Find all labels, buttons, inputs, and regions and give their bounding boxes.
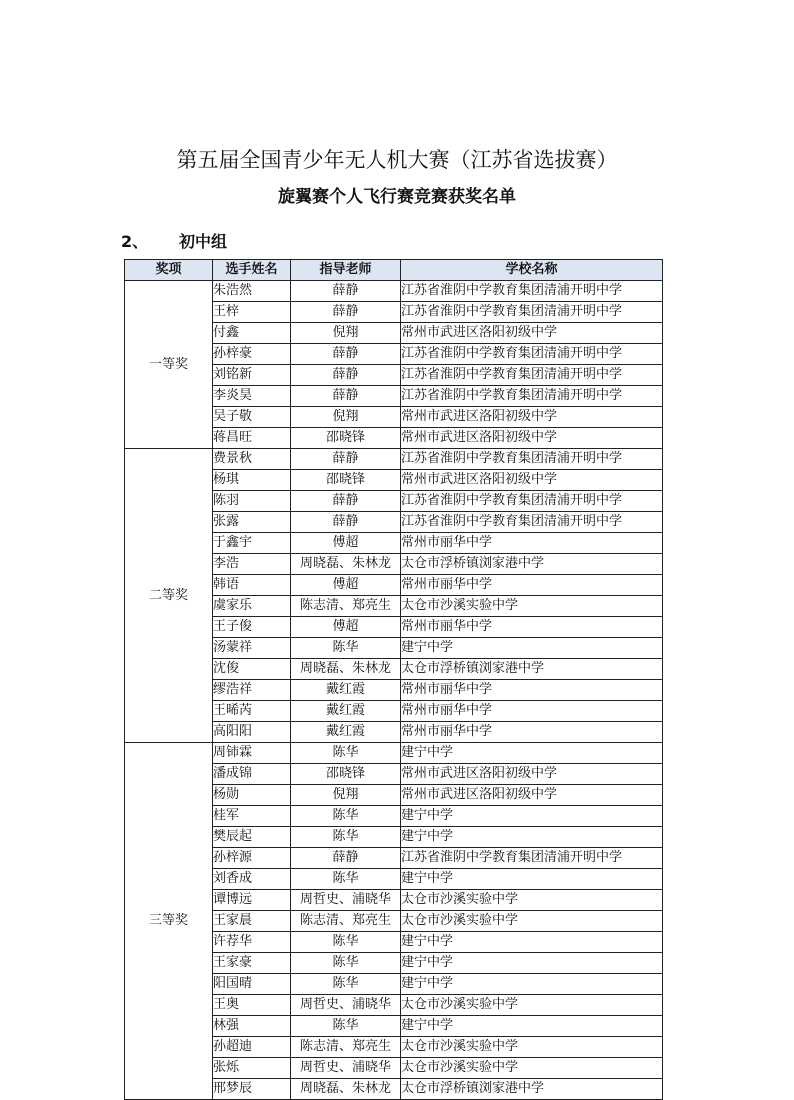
player-name-cell: 王晞芮 [213,701,291,722]
player-name-cell: 潘成锦 [213,764,291,785]
player-name-cell: 陈羽 [213,491,291,512]
school-cell: 太仓市沙溪实验中学 [401,911,663,932]
school-cell: 常州市武进区洛阳初级中学 [401,470,663,491]
school-cell: 建宁中学 [401,743,663,764]
player-name-cell: 樊辰起 [213,827,291,848]
player-name-cell: 韩语 [213,575,291,596]
player-name-cell: 许荐华 [213,932,291,953]
player-name-cell: 付鑫 [213,323,291,344]
teacher-cell: 倪翔 [291,323,401,344]
school-cell: 建宁中学 [401,638,663,659]
school-cell: 建宁中学 [401,932,663,953]
player-name-cell: 刘铭新 [213,365,291,386]
player-name-cell: 于鑫宇 [213,533,291,554]
school-cell: 常州市丽华中学 [401,722,663,743]
school-cell: 江苏省淮阴中学教育集团清浦开明中学 [401,449,663,470]
teacher-cell: 戴红霞 [291,722,401,743]
school-cell: 太仓市沙溪实验中学 [401,890,663,911]
school-cell: 江苏省淮阴中学教育集团清浦开明中学 [401,386,663,407]
school-cell: 常州市武进区洛阳初级中学 [401,428,663,449]
document-title: 第五届全国青少年无人机大赛（江苏省选拔赛） [176,148,618,172]
header-teacher: 指导老师 [291,260,401,281]
player-name-cell: 缪浩祥 [213,680,291,701]
school-cell: 建宁中学 [401,1016,663,1037]
player-name-cell: 王家豪 [213,953,291,974]
player-name-cell: 虞家乐 [213,596,291,617]
teacher-cell: 陈华 [291,743,401,764]
teacher-cell: 邵晓锋 [291,470,401,491]
school-cell: 建宁中学 [401,806,663,827]
player-name-cell: 李浩 [213,554,291,575]
school-cell: 太仓市浮桥镇浏家港中学 [401,659,663,680]
teacher-cell: 周哲史、浦晓华 [291,995,401,1016]
school-cell: 建宁中学 [401,953,663,974]
section-label: 初中组 [179,232,228,251]
teacher-cell: 傅超 [291,617,401,638]
teacher-cell: 陈华 [291,932,401,953]
document-subtitle: 旋翼赛个人飞行赛竞赛获奖名单 [278,187,516,207]
player-name-cell: 杨琪 [213,470,291,491]
school-cell: 江苏省淮阴中学教育集团清浦开明中学 [401,344,663,365]
teacher-cell: 陈志清、郑亮生 [291,596,401,617]
player-name-cell: 高阳阳 [213,722,291,743]
award-level-cell: 一等奖 [125,281,213,449]
school-cell: 常州市武进区洛阳初级中学 [401,785,663,806]
table-row [125,743,663,764]
school-cell: 江苏省淮阴中学教育集团清浦开明中学 [401,512,663,533]
player-name-cell: 杨勋 [213,785,291,806]
school-cell: 太仓市浮桥镇浏家港中学 [401,554,663,575]
teacher-cell: 戴红霞 [291,701,401,722]
teacher-cell: 陈华 [291,869,401,890]
player-name-cell: 李炎昊 [213,386,291,407]
teacher-cell: 薛静 [291,491,401,512]
player-name-cell: 王子俊 [213,617,291,638]
school-cell: 常州市武进区洛阳初级中学 [401,323,663,344]
player-name-cell: 蒋昌旺 [213,428,291,449]
school-cell: 江苏省淮阴中学教育集团清浦开明中学 [401,848,663,869]
teacher-cell: 周晓磊、朱林龙 [291,659,401,680]
teacher-cell: 薛静 [291,848,401,869]
school-cell: 太仓市沙溪实验中学 [401,596,663,617]
teacher-cell: 薛静 [291,386,401,407]
player-name-cell: 刘香成 [213,869,291,890]
player-name-cell: 林强 [213,1016,291,1037]
award-level-cell: 二等奖 [125,449,213,743]
teacher-cell: 陈华 [291,806,401,827]
school-cell: 太仓市沙溪实验中学 [401,995,663,1016]
school-cell: 常州市武进区洛阳初级中学 [401,407,663,428]
teacher-cell: 薛静 [291,344,401,365]
school-cell: 江苏省淮阴中学教育集团清浦开明中学 [401,491,663,512]
teacher-cell: 薛静 [291,365,401,386]
teacher-cell: 陈华 [291,1016,401,1037]
section-number: 2、 [121,232,149,251]
player-name-cell: 朱浩然 [213,281,291,302]
school-cell: 太仓市浮桥镇浏家港中学 [401,1079,663,1100]
teacher-cell: 戴红霞 [291,680,401,701]
teacher-cell: 邵晓锋 [291,764,401,785]
school-cell: 江苏省淮阴中学教育集团清浦开明中学 [401,281,663,302]
school-cell: 常州市武进区洛阳初级中学 [401,764,663,785]
header-school: 学校名称 [401,260,663,281]
player-name-cell: 沈俊 [213,659,291,680]
teacher-cell: 薛静 [291,512,401,533]
player-name-cell: 王家晨 [213,911,291,932]
awards-table-body [125,281,663,1100]
award-level-cell: 三等奖 [125,743,213,1100]
teacher-cell: 陈志清、郑亮生 [291,911,401,932]
player-name-cell: 阳国晴 [213,974,291,995]
teacher-cell: 薛静 [291,449,401,470]
header-player-name: 选手姓名 [213,260,291,281]
player-name-cell: 孙梓源 [213,848,291,869]
section-heading [121,229,227,252]
teacher-cell: 薛静 [291,281,401,302]
player-name-cell: 张烁 [213,1058,291,1079]
awards-table [124,259,663,1100]
school-cell: 常州市丽华中学 [401,701,663,722]
player-name-cell: 王奥 [213,995,291,1016]
player-name-cell: 吴子敬 [213,407,291,428]
player-name-cell: 王梓 [213,302,291,323]
school-cell: 建宁中学 [401,869,663,890]
teacher-cell: 周晓磊、朱林龙 [291,1079,401,1100]
teacher-cell: 倪翔 [291,407,401,428]
player-name-cell: 汤蒙祥 [213,638,291,659]
teacher-cell: 周晓磊、朱林龙 [291,554,401,575]
school-cell: 建宁中学 [401,827,663,848]
teacher-cell: 周哲史、浦晓华 [291,1058,401,1079]
table-header-row [125,260,663,281]
school-cell: 常州市丽华中学 [401,680,663,701]
school-cell: 建宁中学 [401,974,663,995]
teacher-cell: 倪翔 [291,785,401,806]
table-row [125,281,663,302]
teacher-cell: 陈华 [291,638,401,659]
school-cell: 太仓市沙溪实验中学 [401,1058,663,1079]
player-name-cell: 桂军 [213,806,291,827]
player-name-cell: 费景秋 [213,449,291,470]
teacher-cell: 傅超 [291,575,401,596]
school-cell: 常州市丽华中学 [401,533,663,554]
player-name-cell: 张露 [213,512,291,533]
player-name-cell: 孙梓豪 [213,344,291,365]
school-cell: 常州市丽华中学 [401,617,663,638]
player-name-cell: 孙超迪 [213,1037,291,1058]
player-name-cell: 邢梦辰 [213,1079,291,1100]
player-name-cell: 周铈霖 [213,743,291,764]
teacher-cell: 陈华 [291,953,401,974]
teacher-cell: 陈华 [291,827,401,848]
teacher-cell: 周哲史、浦晓华 [291,890,401,911]
school-cell: 常州市丽华中学 [401,575,663,596]
player-name-cell: 谭博远 [213,890,291,911]
teacher-cell: 陈华 [291,974,401,995]
header-award: 奖项 [125,260,213,281]
school-cell: 江苏省淮阴中学教育集团清浦开明中学 [401,302,663,323]
school-cell: 太仓市沙溪实验中学 [401,1037,663,1058]
school-cell: 江苏省淮阴中学教育集团清浦开明中学 [401,365,663,386]
teacher-cell: 傅超 [291,533,401,554]
teacher-cell: 陈志清、郑亮生 [291,1037,401,1058]
table-row [125,449,663,470]
teacher-cell: 邵晓锋 [291,428,401,449]
teacher-cell: 薛静 [291,302,401,323]
